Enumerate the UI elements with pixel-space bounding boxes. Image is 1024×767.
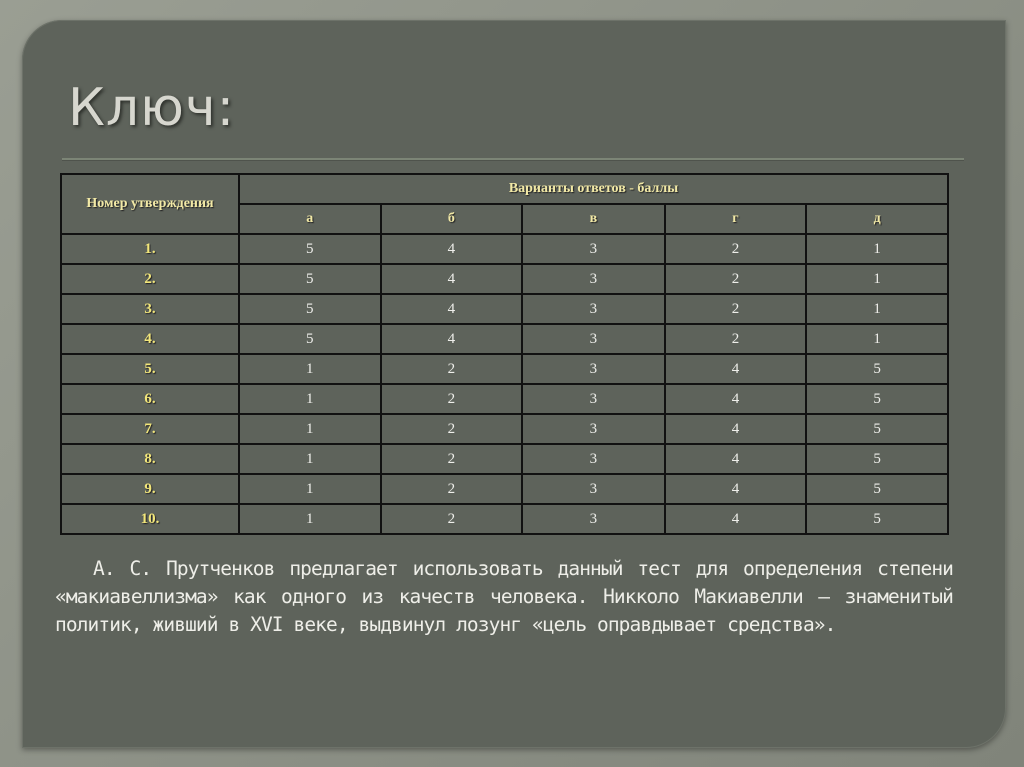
score-cell: 5 bbox=[239, 294, 381, 324]
statement-number: 6. bbox=[61, 384, 239, 414]
score-cell: 1 bbox=[239, 474, 381, 504]
table-row bbox=[61, 354, 948, 384]
score-cell: 4 bbox=[381, 234, 523, 264]
table-row bbox=[61, 444, 948, 474]
statement-number: 8. bbox=[61, 444, 239, 474]
option-header: в bbox=[522, 204, 665, 234]
statement-number: 4. bbox=[61, 324, 239, 354]
score-cell: 1 bbox=[806, 294, 948, 324]
score-cell: 5 bbox=[239, 264, 381, 294]
score-cell: 1 bbox=[806, 264, 948, 294]
score-cell: 2 bbox=[381, 414, 523, 444]
score-cell: 3 bbox=[522, 294, 665, 324]
score-cell: 1 bbox=[806, 324, 948, 354]
slide-title: Ключ: bbox=[68, 78, 236, 138]
table-row bbox=[61, 504, 948, 534]
statement-number: 2. bbox=[61, 264, 239, 294]
statement-number: 5. bbox=[61, 354, 239, 384]
score-cell: 3 bbox=[522, 414, 665, 444]
answer-key-table bbox=[60, 173, 949, 535]
score-cell: 4 bbox=[665, 384, 807, 414]
score-cell: 4 bbox=[665, 504, 807, 534]
table-row bbox=[61, 324, 948, 354]
option-header: б bbox=[381, 204, 523, 234]
score-cell: 1 bbox=[239, 354, 381, 384]
score-cell: 5 bbox=[806, 414, 948, 444]
score-cell: 2 bbox=[381, 474, 523, 504]
score-cell: 5 bbox=[806, 474, 948, 504]
score-cell: 1 bbox=[239, 444, 381, 474]
score-cell: 3 bbox=[522, 354, 665, 384]
statement-number-header: Номер утверждения bbox=[61, 174, 239, 234]
score-cell: 2 bbox=[665, 294, 807, 324]
score-cell: 2 bbox=[381, 384, 523, 414]
score-cell: 4 bbox=[381, 264, 523, 294]
score-cell: 5 bbox=[239, 324, 381, 354]
option-header: д bbox=[806, 204, 948, 234]
score-cell: 4 bbox=[665, 444, 807, 474]
score-cell: 4 bbox=[381, 294, 523, 324]
score-cell: 3 bbox=[522, 264, 665, 294]
score-cell: 2 bbox=[381, 444, 523, 474]
description-paragraph: А. С. Прутченков предлагает использовать данный тест для определения степени «макиавеллизма» как одного из качеств человека. Никколо Макиавелли – знаменитый политик, живший в XVI веке, выдвинул лозунг «цель оправдывает средства». bbox=[55, 557, 953, 636]
score-cell: 5 bbox=[806, 504, 948, 534]
score-cell: 4 bbox=[381, 324, 523, 354]
table-row bbox=[61, 264, 948, 294]
score-cell: 2 bbox=[381, 354, 523, 384]
score-cell: 5 bbox=[806, 354, 948, 384]
score-cell: 3 bbox=[522, 324, 665, 354]
table-row bbox=[61, 384, 948, 414]
score-cell: 2 bbox=[665, 234, 807, 264]
score-cell: 4 bbox=[665, 414, 807, 444]
score-cell: 5 bbox=[239, 234, 381, 264]
score-cell: 3 bbox=[522, 234, 665, 264]
score-cell: 2 bbox=[665, 264, 807, 294]
statement-number: 10. bbox=[61, 504, 239, 534]
option-header: г bbox=[665, 204, 807, 234]
score-cell: 1 bbox=[806, 234, 948, 264]
score-cell: 4 bbox=[665, 354, 807, 384]
table-row bbox=[61, 234, 948, 264]
score-cell: 1 bbox=[239, 384, 381, 414]
score-cell: 4 bbox=[665, 474, 807, 504]
table-row bbox=[61, 414, 948, 444]
score-cell: 2 bbox=[665, 324, 807, 354]
score-cell: 1 bbox=[239, 414, 381, 444]
statement-number: 7. bbox=[61, 414, 239, 444]
score-cell: 2 bbox=[381, 504, 523, 534]
table-row bbox=[61, 474, 948, 504]
score-cell: 3 bbox=[522, 504, 665, 534]
answer-options-header: Варианты ответов - баллы bbox=[239, 174, 948, 204]
table-body bbox=[61, 234, 948, 534]
table-row bbox=[61, 294, 948, 324]
title-divider bbox=[62, 158, 964, 160]
score-cell: 3 bbox=[522, 384, 665, 414]
score-cell: 5 bbox=[806, 384, 948, 414]
score-cell: 3 bbox=[522, 474, 665, 504]
statement-number: 9. bbox=[61, 474, 239, 504]
option-header: а bbox=[239, 204, 381, 234]
statement-number: 1. bbox=[61, 234, 239, 264]
score-cell: 3 bbox=[522, 444, 665, 474]
statement-number: 3. bbox=[61, 294, 239, 324]
score-cell: 1 bbox=[239, 504, 381, 534]
score-cell: 5 bbox=[806, 444, 948, 474]
